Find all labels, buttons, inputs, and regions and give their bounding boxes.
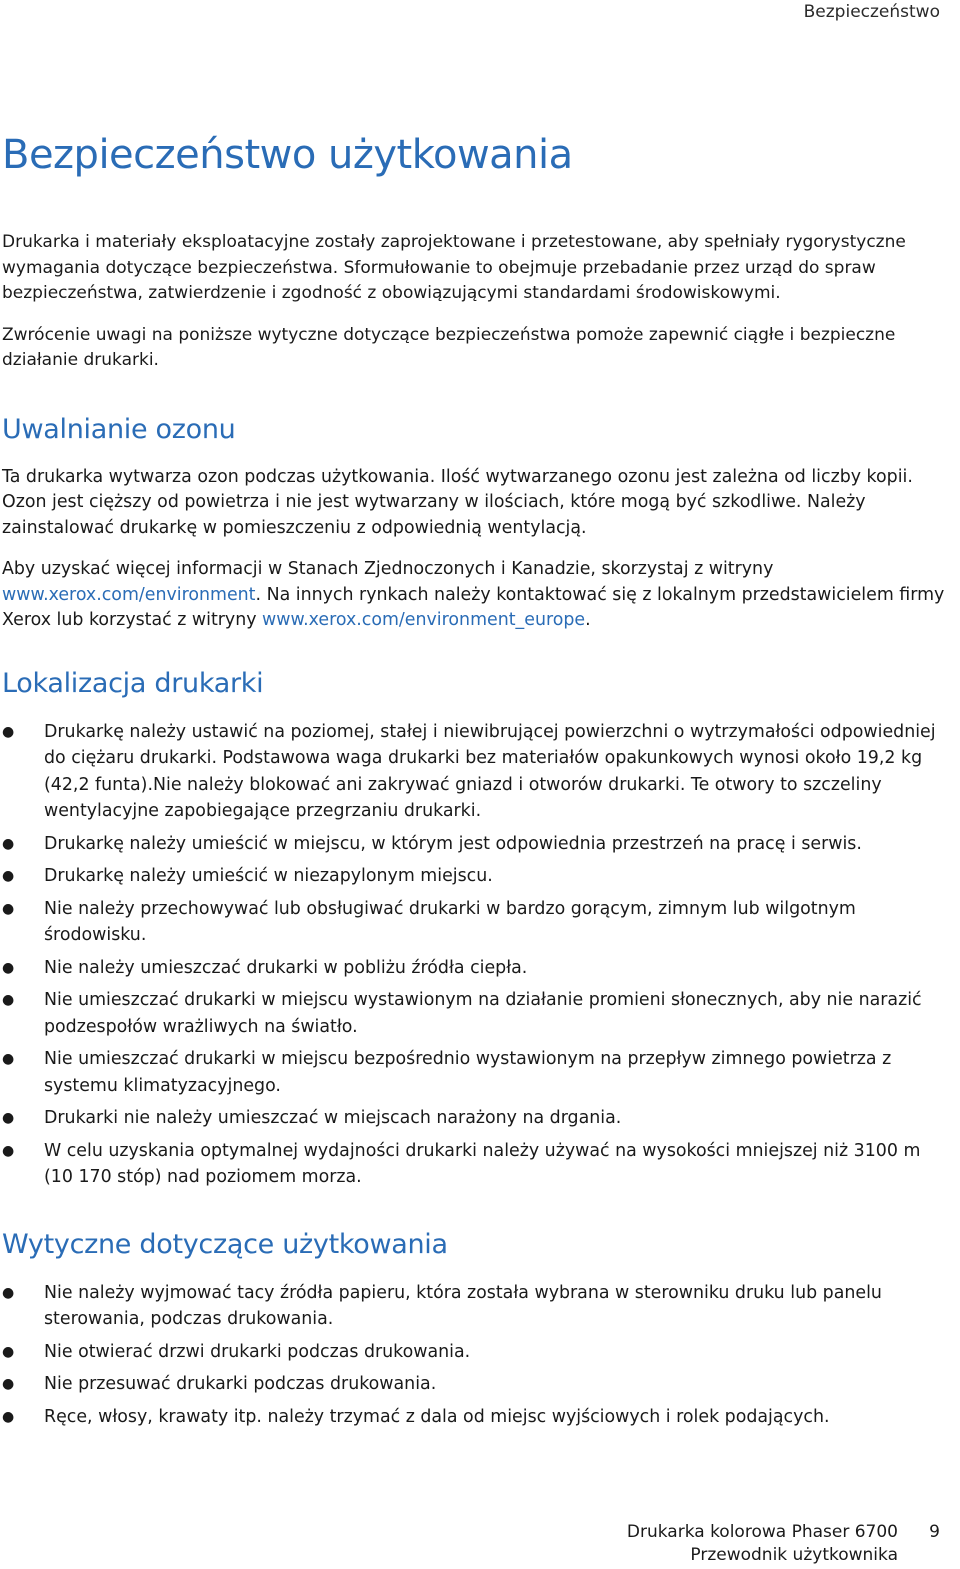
location-heading: Lokalizacja drukarki — [2, 667, 264, 699]
ozone-text-after: . — [585, 610, 591, 630]
xerox-environment-link[interactable]: www.xerox.com/environment — [2, 584, 256, 605]
usage-heading: Wytyczne dotyczące użytkowania — [2, 1228, 448, 1260]
list-item — [2, 955, 948, 982]
list-item — [2, 1046, 948, 1099]
bullet-icon: ● — [2, 1408, 15, 1425]
xerox-environment-europe-link[interactable]: www.xerox.com/environment_europe — [262, 610, 586, 630]
list-item-text: Nie otwierać drzwi drukarki podczas drukowania. — [44, 1341, 471, 1362]
footer-product-name: Drukarka kolorowa Phaser 6700 — [626, 1522, 898, 1542]
list-item — [2, 1138, 948, 1191]
intro-paragraph-1: Drukarka i materiały eksploatacyjne zostały zaprojektowane i przetestowane, aby spełniały rygorystyczne wymagania dotyczące bezpieczeństwa. Sformułowanie to obejmuje przebadanie przez urząd do spraw bezpieczeństwa, zatwierdzenie i zgodność z obowiązującymi standardami środowiskowymi. — [2, 232, 906, 303]
ozone-section — [2, 414, 948, 634]
location-section — [2, 668, 948, 1191]
page-title: Bezpieczeństwo użytkowania — [2, 132, 573, 178]
bullet-icon: ● — [2, 835, 15, 852]
intro-paragraph-2: Zwrócenie uwagi na poniższe wytyczne dotyczące bezpieczeństwa pomoże zapewnić ciągłe i bezpieczne działanie drukarki. — [2, 324, 896, 370]
ozone-paragraph-2 — [2, 557, 948, 634]
bullet-icon: ● — [2, 723, 15, 740]
list-item — [2, 1105, 948, 1132]
list-item — [2, 1339, 948, 1366]
bullet-icon: ● — [2, 1051, 15, 1067]
list-item-text: Nie należy przechowywać lub obsługiwać drukarki w bardzo gorącym, zimnym lub wilgotnym środowisku. — [44, 898, 856, 945]
intro-section — [2, 230, 948, 374]
list-item — [2, 1280, 948, 1333]
bullet-icon: ● — [2, 1376, 15, 1392]
list-item-text: Ręce, włosy, krawaty itp. należy trzymać z dala od miejsc wyjściowych i rolek podających. — [44, 1406, 830, 1427]
bullet-icon: ● — [2, 900, 15, 917]
bullet-icon: ● — [2, 1142, 15, 1159]
list-item-text: Drukarkę należy umieścić w miejscu, w którym jest odpowiednia przestrzeń na pracę i serwis. — [44, 833, 862, 854]
list-item-text: Nie należy wyjmować tacy źródła papieru, która została wybrana w sterowniku druku lub panelu sterowania, podczas drukowania. — [44, 1282, 882, 1329]
usage-section — [2, 1229, 948, 1431]
bullet-icon: ● — [2, 959, 15, 976]
running-header: Bezpieczeństwo — [803, 2, 940, 22]
bullet-icon: ● — [2, 992, 15, 1008]
list-item-text: W celu uzyskania optymalnej wydajności drukarki należy używać na wysokości mniejszej niż 3100 m (10 170 stóp) nad poziomem morza. — [44, 1140, 921, 1187]
bullet-icon: ● — [2, 868, 15, 884]
footer-lines — [627, 1521, 898, 1567]
bullet-icon: ● — [2, 1284, 15, 1301]
footer-guide-name: Przewodnik użytkownika — [690, 1545, 898, 1565]
ozone-text-middle: . Na innych rynkach należy kontaktować się z lokalnym przedstawicielem firmy Xerox lub korzystać z witryny — [2, 584, 945, 630]
list-item — [2, 1371, 948, 1398]
bullet-icon: ● — [2, 1343, 15, 1360]
location-list — [2, 719, 948, 1191]
list-item — [2, 831, 948, 858]
list-item-text: Nie przesuwać drukarki podczas drukowania. — [44, 1374, 437, 1394]
ozone-text-before-link: Aby uzyskać więcej informacji w Stanach Zjednoczonych i Kanadzie, skorzystaj z witryny — [2, 559, 774, 579]
list-item — [2, 896, 948, 949]
ozone-paragraph-1: Ta drukarka wytwarza ozon podczas użytkowania. Ilość wytwarzanego ozonu jest zależna od liczby kopii. Ozon jest cięższy od powietrza i nie jest wytwarzany w ilościach, które mogą być szkodliwe. Należy zainstalować drukarkę w pomieszczeniu z odpowiednią wentylacją. — [2, 466, 913, 538]
list-item-text: Nie umieszczać drukarki w miejscu wystawionym na działanie promieni słonecznych, aby nie narazić podzespołów wrażliwych na światło. — [44, 990, 922, 1037]
bullet-icon: ● — [2, 1110, 15, 1126]
list-item-text: Drukarkę należy umieścić w niezapylonym miejscu. — [44, 866, 493, 886]
list-item-text: Nie umieszczać drukarki w miejscu bezpośrednio wystawionym na przepływ zimnego powietrza z systemu klimatyzacyjnego. — [44, 1049, 892, 1096]
document-body — [2, 230, 948, 1436]
list-item — [2, 863, 948, 890]
list-item-text: Nie należy umieszczać drukarki w pobliżu źródła ciepła. — [44, 957, 528, 978]
list-item — [2, 1404, 948, 1431]
page-number: 9 — [929, 1522, 940, 1542]
list-item — [2, 719, 948, 825]
list-item-text: Drukarkę należy ustawić na poziomej, stałej i niewibrującej powierzchni o wytrzymałości odpowiedniej do ciężaru drukarki. Podstawowa waga drukarki bez materiałów opakunkowych wynosi około 19,2 kg (42,2 funta).Nie należy blokować ani zakrywać gniazd i otworów drukarki. Te otwory to szczeliny wentylacyjne zapobiegające przegrzaniu drukarki. — [44, 721, 936, 821]
usage-list — [2, 1280, 948, 1431]
list-item-text: Drukarki nie należy umieszczać w miejscach narażony na drgania. — [44, 1108, 622, 1128]
ozone-heading: Uwalnianie ozonu — [2, 413, 236, 445]
list-item — [2, 987, 948, 1040]
